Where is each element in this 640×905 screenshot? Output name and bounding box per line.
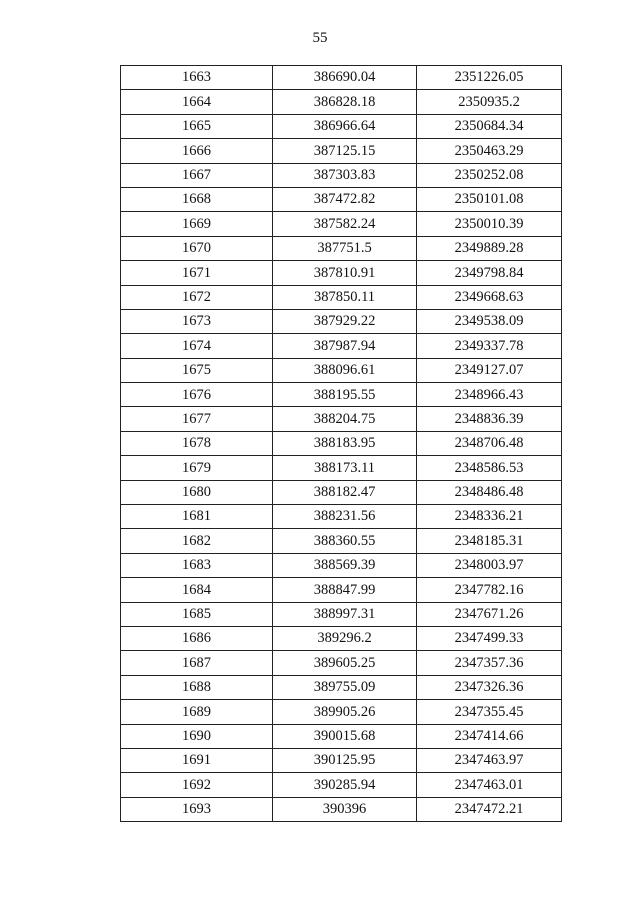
y-coordinate-cell: 2350101.08: [417, 187, 562, 211]
coordinates-table: [120, 65, 562, 822]
y-coordinate-cell: 2347463.97: [417, 748, 562, 772]
table-row: [121, 529, 562, 553]
y-coordinate-cell: 2347671.26: [417, 602, 562, 626]
table-row: [121, 700, 562, 724]
x-coordinate-cell: 387810.91: [273, 261, 417, 285]
point-number-cell: 1693: [121, 797, 273, 821]
point-number-cell: 1667: [121, 163, 273, 187]
table-row: [121, 773, 562, 797]
y-coordinate-cell: 2347782.16: [417, 578, 562, 602]
x-coordinate-cell: 388182.47: [273, 480, 417, 504]
table-row: [121, 505, 562, 529]
point-number-cell: 1669: [121, 212, 273, 236]
y-coordinate-cell: 2350463.29: [417, 139, 562, 163]
x-coordinate-cell: 388183.95: [273, 431, 417, 455]
point-number-cell: 1686: [121, 626, 273, 650]
point-number-cell: 1664: [121, 90, 273, 114]
x-coordinate-cell: 389905.26: [273, 700, 417, 724]
table-row: [121, 748, 562, 772]
point-number-cell: 1682: [121, 529, 273, 553]
y-coordinate-cell: 2349798.84: [417, 261, 562, 285]
point-number-cell: 1674: [121, 334, 273, 358]
x-coordinate-cell: 387582.24: [273, 212, 417, 236]
x-coordinate-cell: 389755.09: [273, 675, 417, 699]
x-coordinate-cell: 387472.82: [273, 187, 417, 211]
table-row: [121, 187, 562, 211]
point-number-cell: 1675: [121, 358, 273, 382]
y-coordinate-cell: 2347499.33: [417, 626, 562, 650]
y-coordinate-cell: 2348336.21: [417, 505, 562, 529]
y-coordinate-cell: 2350010.39: [417, 212, 562, 236]
point-number-cell: 1677: [121, 407, 273, 431]
y-coordinate-cell: 2347326.36: [417, 675, 562, 699]
x-coordinate-cell: 389296.2: [273, 626, 417, 650]
x-coordinate-cell: 390285.94: [273, 773, 417, 797]
point-number-cell: 1690: [121, 724, 273, 748]
point-number-cell: 1687: [121, 651, 273, 675]
point-number-cell: 1681: [121, 505, 273, 529]
x-coordinate-cell: 386828.18: [273, 90, 417, 114]
point-number-cell: 1692: [121, 773, 273, 797]
y-coordinate-cell: 2349127.07: [417, 358, 562, 382]
table-row: [121, 66, 562, 90]
point-number-cell: 1678: [121, 431, 273, 455]
x-coordinate-cell: 388231.56: [273, 505, 417, 529]
x-coordinate-cell: 388096.61: [273, 358, 417, 382]
x-coordinate-cell: 388997.31: [273, 602, 417, 626]
y-coordinate-cell: 2349889.28: [417, 236, 562, 260]
x-coordinate-cell: 388569.39: [273, 553, 417, 577]
table-row: [121, 431, 562, 455]
x-coordinate-cell: 387850.11: [273, 285, 417, 309]
point-number-cell: 1683: [121, 553, 273, 577]
point-number-cell: 1673: [121, 309, 273, 333]
table-row: [121, 163, 562, 187]
x-coordinate-cell: 387751.5: [273, 236, 417, 260]
y-coordinate-cell: 2348003.97: [417, 553, 562, 577]
point-number-cell: 1689: [121, 700, 273, 724]
point-number-cell: 1684: [121, 578, 273, 602]
x-coordinate-cell: 388195.55: [273, 383, 417, 407]
table-row: [121, 578, 562, 602]
table-row: [121, 797, 562, 821]
table-row: [121, 602, 562, 626]
y-coordinate-cell: 2348185.31: [417, 529, 562, 553]
x-coordinate-cell: 388360.55: [273, 529, 417, 553]
y-coordinate-cell: 2350935.2: [417, 90, 562, 114]
point-number-cell: 1688: [121, 675, 273, 699]
y-coordinate-cell: 2349337.78: [417, 334, 562, 358]
table-row: [121, 407, 562, 431]
y-coordinate-cell: 2347355.45: [417, 700, 562, 724]
y-coordinate-cell: 2351226.05: [417, 66, 562, 90]
table-row: [121, 480, 562, 504]
point-number-cell: 1668: [121, 187, 273, 211]
table-row: [121, 553, 562, 577]
coordinates-table-body: [121, 66, 562, 822]
x-coordinate-cell: 386690.04: [273, 66, 417, 90]
x-coordinate-cell: 390396: [273, 797, 417, 821]
x-coordinate-cell: 388847.99: [273, 578, 417, 602]
table-row: [121, 309, 562, 333]
point-number-cell: 1663: [121, 66, 273, 90]
y-coordinate-cell: 2348966.43: [417, 383, 562, 407]
table-row: [121, 285, 562, 309]
x-coordinate-cell: 388173.11: [273, 456, 417, 480]
point-number-cell: 1666: [121, 139, 273, 163]
table-row: [121, 114, 562, 138]
y-coordinate-cell: 2347414.66: [417, 724, 562, 748]
y-coordinate-cell: 2348586.53: [417, 456, 562, 480]
point-number-cell: 1670: [121, 236, 273, 260]
y-coordinate-cell: 2347472.21: [417, 797, 562, 821]
table-row: [121, 212, 562, 236]
table-row: [121, 236, 562, 260]
table-row: [121, 626, 562, 650]
y-coordinate-cell: 2348486.48: [417, 480, 562, 504]
table-row: [121, 383, 562, 407]
point-number-cell: 1665: [121, 114, 273, 138]
x-coordinate-cell: 390015.68: [273, 724, 417, 748]
point-number-cell: 1676: [121, 383, 273, 407]
x-coordinate-cell: 386966.64: [273, 114, 417, 138]
y-coordinate-cell: 2349538.09: [417, 309, 562, 333]
point-number-cell: 1679: [121, 456, 273, 480]
point-number-cell: 1680: [121, 480, 273, 504]
x-coordinate-cell: 387929.22: [273, 309, 417, 333]
table-row: [121, 651, 562, 675]
table-row: [121, 675, 562, 699]
table-row: [121, 139, 562, 163]
point-number-cell: 1672: [121, 285, 273, 309]
point-number-cell: 1691: [121, 748, 273, 772]
table-row: [121, 358, 562, 382]
y-coordinate-cell: 2347357.36: [417, 651, 562, 675]
table-row: [121, 261, 562, 285]
x-coordinate-cell: 388204.75: [273, 407, 417, 431]
x-coordinate-cell: 390125.95: [273, 748, 417, 772]
table-row: [121, 456, 562, 480]
y-coordinate-cell: 2350684.34: [417, 114, 562, 138]
y-coordinate-cell: 2347463.01: [417, 773, 562, 797]
x-coordinate-cell: 387987.94: [273, 334, 417, 358]
y-coordinate-cell: 2348836.39: [417, 407, 562, 431]
y-coordinate-cell: 2349668.63: [417, 285, 562, 309]
table-row: [121, 334, 562, 358]
y-coordinate-cell: 2348706.48: [417, 431, 562, 455]
page-number: 55: [312, 30, 328, 46]
point-number-cell: 1685: [121, 602, 273, 626]
x-coordinate-cell: 387303.83: [273, 163, 417, 187]
table-row: [121, 724, 562, 748]
y-coordinate-cell: 2350252.08: [417, 163, 562, 187]
x-coordinate-cell: 387125.15: [273, 139, 417, 163]
point-number-cell: 1671: [121, 261, 273, 285]
x-coordinate-cell: 389605.25: [273, 651, 417, 675]
table-row: [121, 90, 562, 114]
